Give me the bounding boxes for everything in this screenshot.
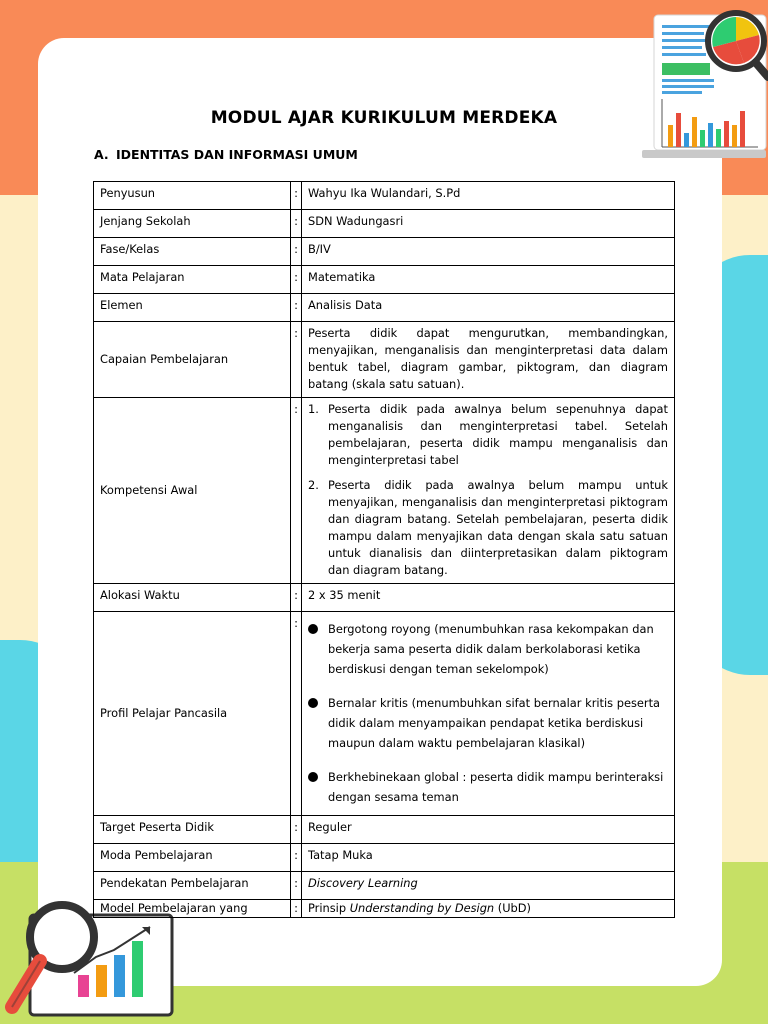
list-text: Bergotong royong (menumbuhkan rasa kekompakan dan bekerja sama peserta didik dalam berkolaborasi ketika berdiskusi dengan teman sekelompok) bbox=[328, 622, 654, 676]
bullet-icon bbox=[308, 624, 318, 634]
value-suffix: (UbD) bbox=[494, 901, 532, 915]
row-value: Wahyu Ika Wulandari, S.Pd bbox=[302, 182, 675, 210]
table-row bbox=[94, 210, 675, 238]
list-number: 2. bbox=[308, 478, 319, 492]
row-label: Profil Pelajar Pancasila bbox=[94, 612, 291, 816]
row-label: Capaian Pembelajaran bbox=[94, 322, 291, 398]
list-text: Peserta didik pada awalnya belum mampu untuk menyajikan, menganalisis dan menginterpretasi piktogram dan diagram batang. Setelah pembelajaran, peserta didik mampu dalam menyajikan data dengan skala satu satuan untuk dianalisis dan diinterpretasikan dalam piktogram dan diagram batang. bbox=[328, 478, 668, 577]
bullet-icon bbox=[308, 772, 318, 782]
row-label: Alokasi Waktu bbox=[94, 584, 291, 612]
value-italic: Understanding by Design bbox=[349, 901, 495, 915]
row-value: SDN Wadungasri bbox=[302, 210, 675, 238]
row-colon: : bbox=[291, 210, 302, 238]
row-colon: : bbox=[291, 612, 302, 816]
list-item bbox=[308, 693, 668, 753]
section-letter: A. bbox=[94, 147, 109, 162]
row-label: Moda Pembelajaran bbox=[94, 844, 291, 872]
row-value: Matematika bbox=[302, 266, 675, 294]
row-colon: : bbox=[291, 182, 302, 210]
row-label: Pendekatan Pembelajaran bbox=[94, 872, 291, 900]
row-label: Mata Pelajaran bbox=[94, 266, 291, 294]
table-row bbox=[94, 612, 675, 816]
row-value: Peserta didik dapat mengurutkan, membandingkan, menyajikan, menganalisis dan menginterpretasi data dalam bentuk tabel, diagram gambar, piktogram, dan diagram batang (skala satu satuan). bbox=[302, 322, 675, 398]
row-value: Tatap Muka bbox=[302, 844, 675, 872]
row-colon: : bbox=[291, 584, 302, 612]
list-item bbox=[308, 477, 668, 579]
table-row bbox=[94, 398, 675, 584]
list-number: 1. bbox=[308, 402, 319, 416]
row-value: B/IV bbox=[302, 238, 675, 266]
row-label: Model Pembelajaran yang bbox=[94, 900, 291, 918]
list-item bbox=[308, 619, 668, 679]
list-item bbox=[308, 401, 668, 469]
profile-list bbox=[308, 619, 668, 807]
row-value: 2 x 35 menit bbox=[302, 584, 675, 612]
row-value: Reguler bbox=[302, 816, 675, 844]
table-row bbox=[94, 266, 675, 294]
row-colon: : bbox=[291, 844, 302, 872]
bullet-icon bbox=[308, 698, 318, 708]
chart-magnifier-icon bbox=[640, 5, 768, 165]
document-title: MODUL AJAR KURIKULUM MERDEKA bbox=[210, 108, 558, 128]
section-heading bbox=[94, 147, 358, 162]
table-row bbox=[94, 900, 675, 918]
row-label: Kompetensi Awal bbox=[94, 398, 291, 584]
table-row bbox=[94, 584, 675, 612]
row-label: Elemen bbox=[94, 294, 291, 322]
list-text: Peserta didik pada awalnya belum sepenuhnya dapat menganalisis dan menginterpretasi tabel. Setelah pembelajaran, peserta didik mampu menganalisis dan menginterpretasi tabel bbox=[328, 402, 668, 467]
list-text: Berkhebinekaan global : peserta didik mampu berinteraksi dengan sesama teman bbox=[328, 770, 664, 804]
row-colon: : bbox=[291, 266, 302, 294]
row-label: Target Peserta Didik bbox=[94, 816, 291, 844]
table-row bbox=[94, 238, 675, 266]
list-text: Bernalar kritis (menumbuhkan sifat bernalar kritis peserta didik dalam menyampaikan pendapat ketika berdiskusi maupun dalam waktu pembelajaran klasikal) bbox=[328, 696, 661, 750]
table-row bbox=[94, 816, 675, 844]
row-label: Jenjang Sekolah bbox=[94, 210, 291, 238]
row-colon: : bbox=[291, 294, 302, 322]
row-colon: : bbox=[291, 238, 302, 266]
value-prefix: Prinsip bbox=[308, 901, 350, 915]
row-value: Analisis Data bbox=[302, 294, 675, 322]
row-colon: : bbox=[291, 872, 302, 900]
row-value bbox=[302, 398, 675, 584]
table-row bbox=[94, 294, 675, 322]
table-row bbox=[94, 182, 675, 210]
identity-table bbox=[93, 181, 675, 918]
row-label: Penyusun bbox=[94, 182, 291, 210]
row-colon: : bbox=[291, 398, 302, 584]
competency-list bbox=[308, 401, 668, 579]
table-row bbox=[94, 322, 675, 398]
row-colon: : bbox=[291, 900, 302, 918]
row-value: Discovery Learning bbox=[302, 872, 675, 900]
list-item bbox=[308, 767, 668, 807]
row-colon: : bbox=[291, 816, 302, 844]
row-value bbox=[302, 612, 675, 816]
table-row bbox=[94, 844, 675, 872]
section-title: IDENTITAS DAN INFORMASI UMUM bbox=[116, 147, 358, 162]
row-label: Fase/Kelas bbox=[94, 238, 291, 266]
table-row bbox=[94, 872, 675, 900]
row-value bbox=[302, 900, 675, 918]
row-colon: : bbox=[291, 322, 302, 398]
